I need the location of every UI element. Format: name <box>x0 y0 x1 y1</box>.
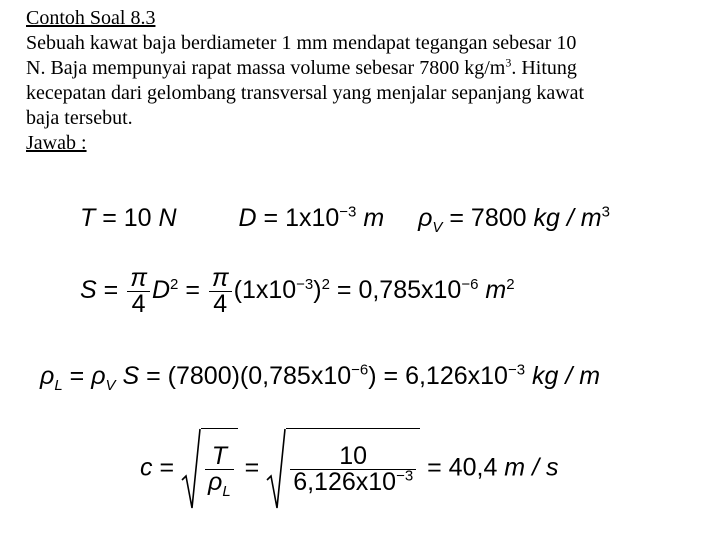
eq1-D-exp: −3 <box>339 203 357 221</box>
eq3-rho-V: ρ <box>91 362 106 390</box>
eq2-four-1: 4 <box>127 291 150 317</box>
equation-area <box>80 266 515 317</box>
eq2-paren: (1x10 <box>233 276 297 305</box>
eq4-den <box>290 469 416 495</box>
eq4-unit: m / s <box>504 453 559 482</box>
eq4-sub-L: L <box>222 483 231 500</box>
problem-line-3: kecepatan dari gelombang transversal yang menjalar sepanjang kawat <box>26 82 585 104</box>
problem-line-4: baja tersebut. <box>26 107 133 129</box>
eq2-paren-exp: −3 <box>296 275 314 293</box>
eq2-unit: m <box>485 276 507 305</box>
eq2-eq-2: = <box>185 276 200 305</box>
eq2-D-exp: 2 <box>170 275 179 293</box>
eq3-sub-L: L <box>54 377 63 394</box>
example-title: Contoh Soal 8.3 <box>26 7 156 29</box>
problem-line-1: Sebuah kawat baja berdiameter 1 mm mendapat tegangan sebesar 10 <box>26 32 577 54</box>
eq3-unit: kg / m <box>532 362 601 390</box>
eq4-eq-2: = <box>244 453 260 482</box>
eq1-rho-unit: kg / m <box>533 204 602 232</box>
eq2-unit-exp: 2 <box>506 275 515 293</box>
eq1-D: D <box>238 204 257 232</box>
eq4-den-value: 6,126x10 <box>293 468 397 496</box>
eq3-mid-close: ) <box>368 362 377 390</box>
equation-given-values <box>80 203 610 236</box>
radical-icon-2 <box>266 428 286 510</box>
eq2-pi-1: π <box>130 264 147 292</box>
eq1-D-unit: m <box>363 204 385 232</box>
eq2-D: D <box>151 276 171 305</box>
eq3-result: = 6,126x10 <box>383 362 508 390</box>
eq4-rho-den <box>205 468 234 500</box>
equation-linear-density <box>40 361 601 394</box>
eq2-four-2: 4 <box>209 291 232 317</box>
eq4-frac-1 <box>205 442 234 500</box>
eq4-result: = 40,4 <box>427 453 498 482</box>
problem-statement <box>26 6 706 156</box>
eq2-paren-sq: 2 <box>321 275 330 293</box>
eq3-sub-V: V <box>105 377 116 394</box>
eq1-D-value: = 1x10 <box>263 204 340 232</box>
eq2-frac-1 <box>127 266 150 317</box>
eq1-rho-unit-exp: 3 <box>601 203 610 221</box>
eq2-S: S <box>80 276 97 305</box>
eq1-T-unit: N <box>158 204 177 232</box>
eq1-rho: ρ <box>418 204 433 232</box>
eq4-ten: 10 <box>339 442 368 470</box>
eq4-T: T <box>211 442 227 470</box>
eq3-rho-L: ρ <box>40 362 55 390</box>
eq3-S: S <box>122 362 140 390</box>
answer-label: Jawab : <box>26 132 87 154</box>
eq3-mid: = (7800)(0,785x10 <box>146 362 352 390</box>
eq3-result-exp: −3 <box>507 361 526 379</box>
eq1-T: T <box>80 204 96 232</box>
eq3-eq: = <box>69 362 85 390</box>
problem-line-2 <box>26 56 706 81</box>
eq2-paren-close: ) <box>313 276 322 305</box>
eq4-frac-2 <box>290 444 416 495</box>
problem-line-2-end: . Hitung <box>511 57 577 79</box>
eq1-T-value: = 10 <box>102 204 152 232</box>
eq4-rho: ρ <box>208 468 223 496</box>
eq4-den-exp: −3 <box>396 467 414 485</box>
radical-icon-1 <box>181 428 201 510</box>
eq2-result-exp: −6 <box>461 275 479 293</box>
eq2-result: = 0,785x10 <box>336 276 462 305</box>
sqrt-sign-1 <box>181 428 238 510</box>
eq4-eq-1: = <box>159 453 175 482</box>
equation-wave-speed <box>140 428 558 510</box>
eq3-mid-exp: −6 <box>351 361 369 379</box>
problem-line-2-sup: 3 <box>505 55 512 70</box>
problem-line-2-text: N. Baja mempunyai rapat massa volume sebesar 7800 kg/m <box>26 57 506 79</box>
eq2-pi-2: π <box>211 264 229 292</box>
eq1-rho-sub: V <box>432 219 443 236</box>
eq4-c: c <box>140 453 153 482</box>
eq2-eq: = <box>103 276 119 305</box>
eq2-frac-2 <box>209 266 232 317</box>
sqrt-sign-2 <box>266 428 420 510</box>
eq1-rho-value: = 7800 <box>449 204 527 232</box>
